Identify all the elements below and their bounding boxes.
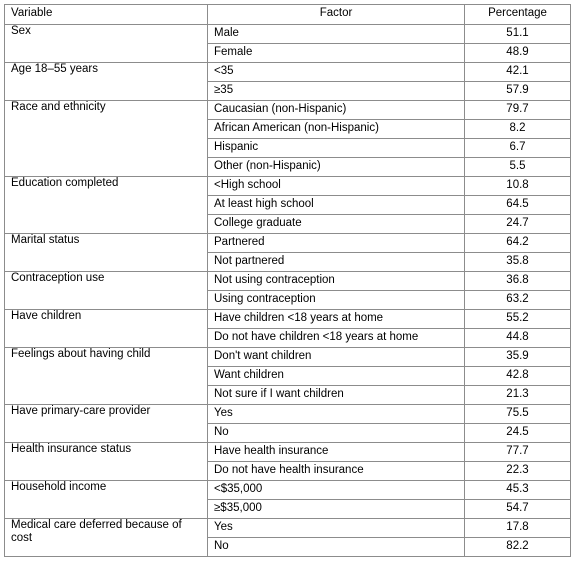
percentage-cell: 42.1	[465, 63, 571, 82]
table-row	[5, 443, 571, 462]
percentage-cell: 64.2	[465, 234, 571, 253]
factor-cell: Yes	[208, 405, 465, 424]
factor-cell: Do not have health insurance	[208, 462, 465, 481]
variable-cell: Contraception use	[5, 272, 208, 310]
table-row	[5, 519, 571, 538]
factor-cell: ≥35	[208, 82, 465, 101]
variable-cell: Age 18–55 years	[5, 63, 208, 101]
variable-cell: Feelings about having child	[5, 348, 208, 405]
factor-cell: Female	[208, 44, 465, 63]
factor-cell: College graduate	[208, 215, 465, 234]
factor-cell: Hispanic	[208, 139, 465, 158]
percentage-cell: 24.7	[465, 215, 571, 234]
percentage-cell: 77.7	[465, 443, 571, 462]
header-factor: Factor	[208, 5, 465, 25]
percentage-cell: 22.3	[465, 462, 571, 481]
percentage-cell: 54.7	[465, 500, 571, 519]
percentage-cell: 35.9	[465, 348, 571, 367]
variable-cell: Household income	[5, 481, 208, 519]
percentage-cell: 75.5	[465, 405, 571, 424]
factor-cell: African American (non-Hispanic)	[208, 120, 465, 139]
table-body	[5, 25, 571, 557]
percentage-cell: 63.2	[465, 291, 571, 310]
factor-cell: No	[208, 538, 465, 557]
percentage-cell: 64.5	[465, 196, 571, 215]
variable-cell: Sex	[5, 25, 208, 63]
factor-cell: Other (non-Hispanic)	[208, 158, 465, 177]
data-table	[4, 4, 571, 557]
variable-cell: Race and ethnicity	[5, 101, 208, 177]
table-row	[5, 25, 571, 44]
percentage-cell: 42.8	[465, 367, 571, 386]
table-row	[5, 63, 571, 82]
table-row	[5, 405, 571, 424]
table-row	[5, 348, 571, 367]
factor-cell: <35	[208, 63, 465, 82]
percentage-cell: 48.9	[465, 44, 571, 63]
percentage-cell: 24.5	[465, 424, 571, 443]
table-row	[5, 481, 571, 500]
percentage-cell: 45.3	[465, 481, 571, 500]
factor-cell: Have children <18 years at home	[208, 310, 465, 329]
percentage-cell: 57.9	[465, 82, 571, 101]
table-row	[5, 272, 571, 291]
variable-cell: Marital status	[5, 234, 208, 272]
factor-cell: At least high school	[208, 196, 465, 215]
table-row	[5, 101, 571, 120]
variable-cell: Health insurance status	[5, 443, 208, 481]
header-row	[5, 5, 571, 25]
factor-cell: <High school	[208, 177, 465, 196]
variable-cell: Medical care deferred because of cost	[5, 519, 208, 557]
factor-cell: Caucasian (non-Hispanic)	[208, 101, 465, 120]
percentage-cell: 55.2	[465, 310, 571, 329]
table-row	[5, 310, 571, 329]
table-row	[5, 234, 571, 253]
factor-cell: Want children	[208, 367, 465, 386]
factor-cell: Partnered	[208, 234, 465, 253]
factor-cell: Not using contraception	[208, 272, 465, 291]
percentage-cell: 21.3	[465, 386, 571, 405]
percentage-cell: 8.2	[465, 120, 571, 139]
percentage-cell: 35.8	[465, 253, 571, 272]
factor-cell: Do not have children <18 years at home	[208, 329, 465, 348]
variable-cell: Have children	[5, 310, 208, 348]
factor-cell: Yes	[208, 519, 465, 538]
header-variable: Variable	[5, 5, 208, 25]
factor-cell: No	[208, 424, 465, 443]
factor-cell: Have health insurance	[208, 443, 465, 462]
factor-cell: ≥$35,000	[208, 500, 465, 519]
percentage-cell: 79.7	[465, 101, 571, 120]
percentage-cell: 51.1	[465, 25, 571, 44]
percentage-cell: 17.8	[465, 519, 571, 538]
factor-cell: Male	[208, 25, 465, 44]
factor-cell: <$35,000	[208, 481, 465, 500]
factor-cell: Don't want children	[208, 348, 465, 367]
variable-cell: Education completed	[5, 177, 208, 234]
factor-cell: Not partnered	[208, 253, 465, 272]
factor-cell: Not sure if I want children	[208, 386, 465, 405]
percentage-cell: 44.8	[465, 329, 571, 348]
factor-cell: Using contraception	[208, 291, 465, 310]
percentage-cell: 5.5	[465, 158, 571, 177]
table-row	[5, 177, 571, 196]
percentage-cell: 10.8	[465, 177, 571, 196]
percentage-cell: 36.8	[465, 272, 571, 291]
variable-cell: Have primary-care provider	[5, 405, 208, 443]
percentage-cell: 6.7	[465, 139, 571, 158]
header-percentage: Percentage	[465, 5, 571, 25]
percentage-cell: 82.2	[465, 538, 571, 557]
